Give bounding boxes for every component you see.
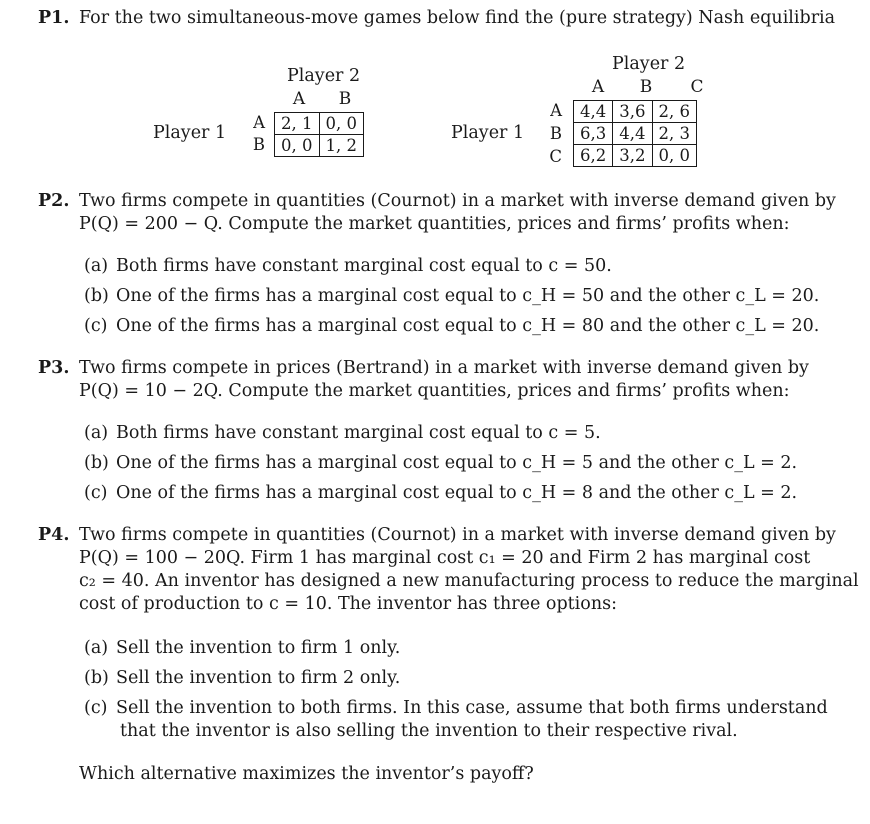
- game-2-row-c: C: [549, 147, 562, 166]
- game-1-row-a: A: [253, 113, 265, 132]
- game-1-cell-ab: 0, 0: [319, 113, 364, 135]
- game-2-col-b: B: [639, 77, 653, 97]
- list-item: (c) Sell the invention to both firms. In this case, assume that both firms understand that the inventor is also selling the invention to their respective rival.: [84, 698, 828, 741]
- problem-4-closing: Which alternative maximizes the inventor’s payoff?: [79, 764, 534, 784]
- table-row: [275, 113, 364, 135]
- problem-2-line-2: P(Q) = 200 − Q. Compute the market quantities, prices and firms’ profits when:: [79, 214, 790, 234]
- problem-2: [38, 190, 836, 236]
- game-2-payoff-table: [573, 100, 697, 167]
- table-row: [574, 123, 697, 145]
- game-1-col-a: A: [292, 89, 306, 109]
- game-2-col-a: A: [591, 77, 605, 97]
- game-2-cell-ba: 6,3: [574, 123, 613, 145]
- problem-3: [38, 357, 808, 403]
- list-item: (a) Both firms have constant marginal cost equal to c = 5.: [84, 423, 601, 443]
- problem-4-line-2: P(Q) = 100 − 20Q. Firm 1 has marginal cost c₁ = 20 and Firm 2 has marginal cost: [79, 548, 811, 568]
- game-1-cell-aa: 2, 1: [275, 113, 320, 135]
- game-1-row-b: B: [252, 135, 265, 154]
- game-1-row-player: Player 1: [153, 123, 227, 143]
- list-item: (b) One of the firms has a marginal cost equal to c_H = 5 and the other c_L = 2.: [84, 453, 798, 473]
- game-2-cell-aa: 4,4: [574, 101, 613, 123]
- game-1-cell-ba: 0, 0: [275, 135, 320, 157]
- table-row: [275, 135, 364, 157]
- game-2-row-b: B: [549, 124, 562, 143]
- game-1-col-player: Player 2: [287, 66, 361, 86]
- problem-4-line-3: c₂ = 40. An inventor has designed a new manufacturing process to reduce the marginal: [79, 571, 859, 591]
- problem-4-line-4: cost of production to c = 10. The inventor has three options:: [79, 594, 617, 614]
- game-1-col-b: B: [338, 89, 352, 109]
- list-item: (a) Both firms have constant marginal cost equal to c = 50.: [84, 256, 612, 276]
- game-1-cell-bb: 1, 2: [319, 135, 364, 157]
- game-2-cell-ca: 6,2: [574, 145, 613, 167]
- game-2-cell-ac: 2, 6: [652, 101, 697, 123]
- game-2-col-player: Player 2: [612, 54, 686, 74]
- problem-1-heading: [38, 7, 836, 30]
- list-item: (c) One of the firms has a marginal cost equal to c_H = 80 and the other c_L = 20.: [84, 316, 820, 336]
- list-item: (b) Sell the invention to firm 2 only.: [84, 668, 401, 688]
- problem-4-label: P4.: [38, 525, 70, 545]
- list-item: (a) Sell the invention to firm 1 only.: [84, 638, 401, 658]
- game-2-row-a: A: [550, 101, 562, 120]
- problem-1-label: P1.: [38, 8, 70, 28]
- table-row: [574, 145, 697, 167]
- game-2-cell-bc: 2, 3: [652, 123, 697, 145]
- game-2-cell-ab: 3,6: [613, 101, 652, 123]
- problem-4: [38, 524, 859, 616]
- problem-3-line-1: Two firms compete in prices (Bertrand) in a market with inverse demand given by: [79, 358, 809, 378]
- game-2-cell-cb: 3,2: [613, 145, 652, 167]
- game-2-cell-cc: 0, 0: [652, 145, 697, 167]
- problem-2-line-1: Two firms compete in quantities (Cournot) in a market with inverse demand given by: [79, 191, 836, 211]
- table-row: [574, 101, 697, 123]
- game-2-row-player: Player 1: [451, 123, 525, 143]
- game-2-cell-bb: 4,4: [613, 123, 652, 145]
- list-item: (b) One of the firms has a marginal cost equal to c_H = 50 and the other c_L = 20.: [84, 286, 820, 306]
- game-1-payoff-table: [274, 112, 364, 157]
- game-2-col-c: C: [690, 77, 704, 97]
- problem-2-label: P2.: [38, 191, 70, 211]
- list-item: (c) One of the firms has a marginal cost equal to c_H = 8 and the other c_L = 2.: [84, 483, 798, 503]
- problem-1-text: For the two simultaneous-move games below find the (pure strategy) Nash equilibria: [79, 8, 836, 28]
- problem-4-line-1: Two firms compete in quantities (Cournot) in a market with inverse demand given by: [79, 525, 836, 545]
- problem-3-line-2: P(Q) = 10 − 2Q. Compute the market quantities, prices and firms’ profits when:: [79, 381, 790, 401]
- problem-3-label: P3.: [38, 358, 70, 378]
